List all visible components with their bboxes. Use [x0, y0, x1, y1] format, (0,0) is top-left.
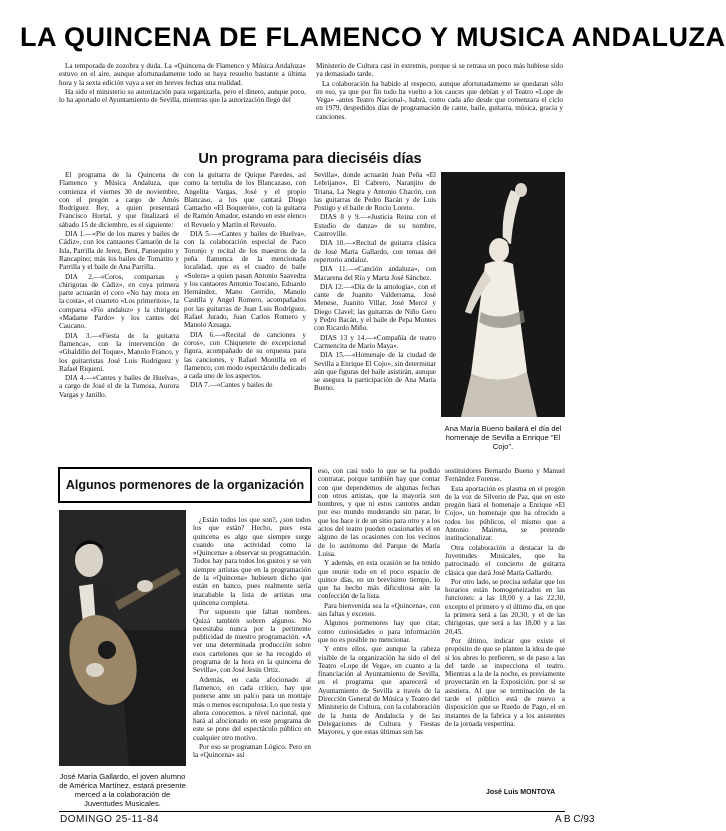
- dancer-photo-image: [441, 172, 565, 417]
- organization-box-title: Algunos pormenores de la organización: [65, 478, 305, 492]
- organization-column-2: [318, 467, 440, 811]
- program-column-2: [184, 171, 306, 461]
- intro-paragraph: La colaboración ha habido al respecto, aunque afortunadamente se quedaran sólo en eso, ya que por fin todo ha vuelto a los cauces que debían y el Teatro «Lope de Vega» -antes Teatro Nacional-, habrá, como cada año desde que comenzara el ciclo en 1979, despedidos días de programación de cante, baile, guitarra, música, gracia y canciones.: [316, 79, 563, 121]
- organization-paragraph: Además, en cada afocionado al flamenco, en cada crítico, hay que ponerse ante un palco para un montaje más o menos escrupulosa. Lo que resta y ahora conocemos, a nivel nacional, que hará al afocionado en este programa de este se pone del espectáculo público en cualquier otro motivo.: [193, 675, 311, 742]
- program-column-1: [59, 171, 179, 461]
- dancer-photo-caption: Ana María Bueno bailará el día del homenaje de Sevilla a Enrique "El Cojo".: [444, 424, 562, 451]
- intro-right-column: [316, 62, 563, 142]
- intro-paragraph: Ha sido el ministerio su autorización para organizarla, pero el dinero, aunque poco, lo ha aportado el Ayuntamiento de Sevilla, mientras que la autorización llegó del: [59, 87, 306, 105]
- organization-paragraph: Por eso se programan Lógico. Pero en la «Quincena» así: [193, 743, 311, 760]
- organization-paragraph: Para bienvenida sea la «Quincena», con sus faltas y excesos.: [318, 601, 440, 619]
- intro-left-column: [59, 62, 306, 140]
- program-paragraph: DIA 2.—«Coros, comparsas y chirigotas de Cádiz», en cuya primera parte actuarán el coro «No hay mora en la costa», el cuarteto «Los primeritos», la comparsa «Fío andaluz» y la chirigota «Madame Pardo» y los cantes del Caucano.: [59, 272, 179, 331]
- intro-paragraph: Ministerio de Cultura casi in extremis, porque si se retrasa un poco más hubiese sido ya demasiado tarde.: [316, 62, 563, 79]
- program-paragraph: DIA 11.—«Canción andaluza», con Macarena del Río y Marta José Sánchez.: [314, 265, 436, 282]
- program-paragraph: DIA 7.—«Cantes y bailes de: [190, 381, 273, 390]
- program-paragraph: DIA 12.—«Día de la antología», con el cante de Juanito Valderrama, José Menese, Juanito Villar, José Mercé y Diego Clavel; las guitarras de Niño Gero y Pedro Bacán, y el baile de Pepa Montes con Ricardo Miño.: [314, 282, 436, 333]
- organization-column-1: [193, 516, 311, 811]
- organization-paragraph: Por supuesto que faltan nombres. Quizá también sobren algunos. No necesitaba nunca por la pertinente publicidad de nuestro programación. «A ver una determinada producción sobre esos cartelones que se ha recogido el programa de la hora en la quincena de Sevilla», con José Jesús Ortiz.: [193, 608, 311, 675]
- organization-paragraph: Y entre ellos, que aunque la cabeza visible de la organización ha sido el del Teatro «Lope de Vega», en cuanto a la financiación al Ayuntamiento de Sevilla, en el programa que aparecerá el Ayuntamiento de Sevilla a través de la Dirección General de Música y Teatro del Ministerio de Cultura, con la colaboración de la Junta de Andalucía y de las Delegaciones de Cultura y Fiestas Mayores, y que estas últimas son las: [318, 645, 440, 737]
- guitarist-photo: [59, 510, 186, 766]
- program-paragraph: DIA 4.—«Cantes y bailes de Huelva», a cargo de José el de la Tumosa, Aurora Vargas y Janillo.: [59, 374, 179, 399]
- organization-paragraph: Por otro lado, se precisa señalar que los horarios están homogeneizados en las funciones: a las 18,00 y a las 22,30, excepto el primero y el último día, en que la primera será a las 20,30, y el de las chirigotas, que será a las 18,00 y a las 20,45.: [445, 577, 565, 636]
- guitarist-photo-caption: José María Gallardo, el joven alumno de América Martínez, estará presente merced a la colaboración de Juventudes Musicales.: [59, 772, 186, 808]
- page-headline: LA QUINCENA DE FLAMENCO Y MUSICA ANDALUZA: [20, 22, 726, 52]
- program-paragraph: DIA 3.—«Fiesta de la guitarra flamenca», con la intervención de «Ghaldilio del Toque», Manolo Franco, y los guitarristas José Luis Rodríguez y Rafael Riqueni.: [59, 331, 179, 373]
- organization-paragraph: Esta aportación es plasma en el pregón de la voz de Silverio de Paz, que en este pregón hará el homenaje a Enrique «El Cojo», un homenaje que ha ofrecido a todos los públicos, el mismo que a Antonio Mairena, se pretende institucionalizar.: [445, 484, 565, 543]
- program-paragraph: DIAS 8 y 9.—«Justicia Reina con el Estudio de danza» de su nombre, Castroville.: [314, 213, 436, 239]
- program-subheading: Un programa para dieciséis días: [198, 151, 422, 167]
- program-paragraph: DIA 10.—«Recital de guitarra clásica de José María Gallardo, con temas del repertorio andaluz.: [314, 239, 436, 264]
- organization-paragraph: eso, con casi todo lo que se ha podido contratar, porque también hay que contar con que dependemos de algunas fechas con otros artistas, que la mayoría son hombres, y que ni estos cantores andan por eso mundo moderando sin parar, lo que los hace ir de un sitio para otro y a los actos del teatro pueden ocasionarles el en alguno de las ocasiones con los vecinos de lo autónomo del Parque de María Luisa.: [318, 467, 440, 558]
- guitarist-photo-image: [59, 510, 186, 766]
- program-paragraph: Sevilla», donde actuarán Juan Peña «El Lebrijano», El Cabrero, Naranjito de Triana, La Negra y Antonio Chacón, con las guitarras de Pedro Bacán y de Luis Postigo y el baile de Rocío Loreto.: [314, 171, 436, 213]
- organization-paragraph: Por último, indicar que existe el propósito de que se plantee la idea de que si los abres lo prefieren, se de paso a las del tarde se inspecciona el teatro. Mientras a la de la noche, es previamente proyectarán en la Exposición, por si se asistiera. Al que se terminación de la tarde el público está de nuevo a disposición que se Ruedo de Pago, el en instantes de la fabrica y a los asistentes de la jornada vespertina.: [445, 636, 565, 728]
- organization-column-3: [445, 467, 565, 787]
- program-paragraph: El programa de la Quincena de Flamenco y Música Andaluza, que comienza el viernes 30 de noviembre, con el pregón a cargo de Amós Rodríguez Rey, a quien presentará Francisco Hortal, y que finalizará el sábado 15 de diciembre, es el siguiente:: [59, 171, 179, 229]
- intro-paragraph: La temporada de zozobra y duda. La «Quincena de Flamenco y Música Andaluza» estuvo en el aire, aunque afortunadamente todo se haya resuelto bastante a última hora y la sexta edición vaya a ser en breves fechas una realidad.: [59, 62, 306, 87]
- program-paragraph: DIA 6.—«Recital de canciones y coros», con Chiquetete de excepcional figura, acompañado de su orquesta para las canciones, y Rafael Montilla en el flamenco, con modo espectáculo dedicado a cada uno de los aspectos.: [184, 330, 306, 381]
- program-paragraph: DIA 5.—«Cantes y bailes de Huelva», con la colaboración especial de Paco Toronjo y recital de los maestros de la peña flamenca de la mencionada localidad, que es el cuadro de baile «Solera» a quien pasan Antonio Saavedra y los cantaores Antonio Toscano, Eduardo Hernández, Mano Gerrido, Manolo Castilla y Angel Romero, acompañados por las guitarras de Juan Luis Rodríguez, Rafael Jurado, Juan Carlos Romero y Manolo Azuaga.: [184, 230, 306, 330]
- footer-page-number: A B C/93: [555, 814, 595, 825]
- program-paragraph: DIA 15.—«Homenaje de la ciudad de Sevilla a Enrique El Cojo», sin determinar aún que figuras del baile asistirán, aunque se asegura la participación de Ana María Bueno.: [314, 351, 436, 393]
- program-paragraph: con la guitarra de Quique Paredes, así como la tertulia de los Blancazaso, con Angelita Vargas, José y el propio Blancaso, a los que cantará Diego Camacho «El Boquerón», con la guitarra de Ramón Amador, estando en este elenco el Revuelo y Martín el Revuelo.: [184, 171, 306, 229]
- author-signature: José Luis MONTOYA: [486, 789, 556, 796]
- footer-date: DOMINGO 25-11-84: [60, 814, 159, 825]
- organization-paragraph: sostituidores Bernardo Bueno y Manuel Fernández Forense.: [445, 467, 565, 484]
- program-paragraph: DIAS 13 y 14.—«Compañía de teatro Carmencita de Mario Maya».: [314, 333, 436, 350]
- organization-paragraph: Y además, en esta ocasión se ha tenido que reunir todo en el poco espacio de quince días, en un brevísimo tiempo, lo que ha hecho más dificultosa aún la confección de la lista.: [318, 559, 440, 601]
- dancer-photo: [441, 172, 565, 417]
- organization-paragraph: Otra colaboración a destacar la de Juventudes Musicales, que ha patrocinado el concierto de guitarra clásica que dará José María Gallardo.: [445, 543, 565, 577]
- organization-paragraph: ¿Están todos los que son?, ¿son todos los que están? Hecho, pues esta quincena es algo que siempre surge cuando una actividad como la «Quincena» a observar su programación. Todos hay para todos los gustos y se ven siempre artistas que en la programación de la «Quincena» hubiesen dicho que están en banco, pues realmente sería inacabable la lista de artistas una quincena completa.: [193, 516, 311, 607]
- program-column-3: [314, 171, 436, 461]
- program-paragraph: DIA 1.—«Pie de los mares y bailes de Cádiz», con los cantaores Camarón de la Isla, Parrilla de Jerez, Beni, Pansequito y Rancapino; más los bailes de Tomatito y Parrilla y el baile de Ana Parrilla.: [59, 230, 179, 272]
- organization-paragraph: Algunos pormenores hay que citar, como curiosidades o para información que no es posible no mencionar.: [318, 619, 440, 644]
- organization-box: [58, 467, 312, 503]
- footer-rule: [59, 811, 565, 812]
